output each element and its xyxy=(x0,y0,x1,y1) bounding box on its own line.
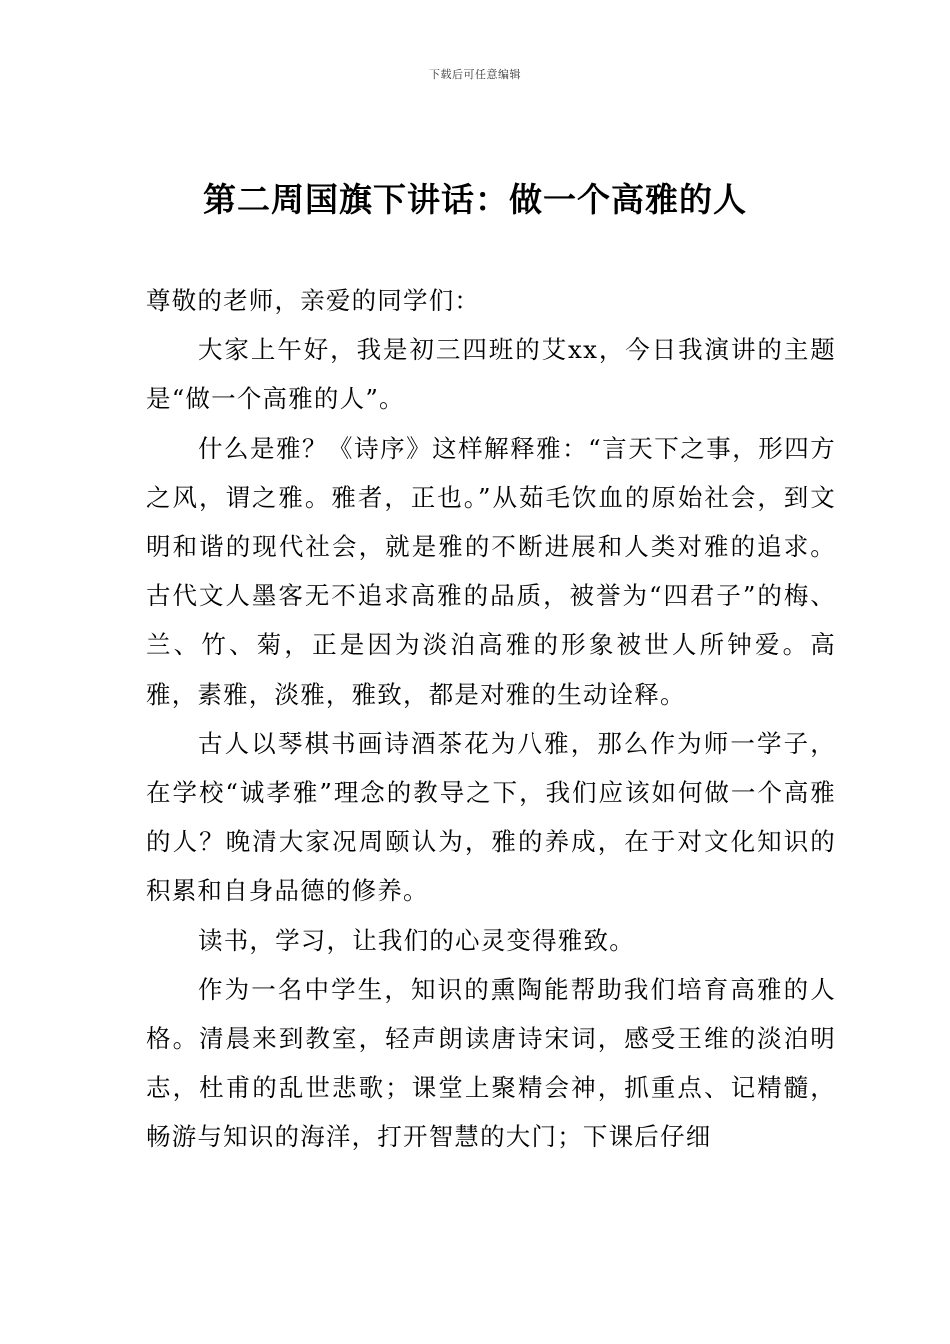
paragraph-definition: 什么是雅？《诗序》这样解释雅：“言天下之事，形四方之风，谓之雅。雅者，正也。”从茹毛饮血的原始社会，到文明和谐的现代社会，就是雅的不断进展和人类对雅的追求。古代文人墨客无不追求高雅的品质，被誉为“四君子”的梅、兰、竹、菊，正是因为淡泊高雅的形象被世人所钟爱。高雅，素雅，淡雅，雅致，都是对雅的生动诠释。 xyxy=(146,433,836,709)
document-body xyxy=(146,276,836,1162)
header-note: 下载后可任意编辑 xyxy=(429,68,521,81)
paragraph-student: 作为一名中学生，知识的熏陶能帮助我们培育高雅的人格。清晨来到教室，轻声朗读唐诗宋词，感受王维的淡泊明志，杜甫的乱世悲歌；课堂上聚精会神，抓重点、记精髓，畅游与知识的海洋，打开智慧的大门；下课后仔细 xyxy=(146,974,836,1152)
salutation: 尊敬的老师，亲爱的同学们： xyxy=(146,286,481,315)
paragraph-greeting: 大家上午好，我是初三四班的艾xx，今日我演讲的主题是“做一个高雅的人”。 xyxy=(146,335,836,414)
paragraph-eight-elegances: 古人以琴棋书画诗酒茶花为八雅，那么作为师一学子，在学校“诚孝雅”理念的教导之下，我们应该如何做一个高雅的人？晚清大家况周颐认为，雅的养成，在于对文化知识的积累和自身品德的修养。 xyxy=(146,728,836,906)
document-title: 第二周国旗下讲话：做一个高雅的人 xyxy=(203,180,747,219)
paragraph-reading: 读书，学习，让我们的心灵变得雅致。 xyxy=(198,925,635,955)
